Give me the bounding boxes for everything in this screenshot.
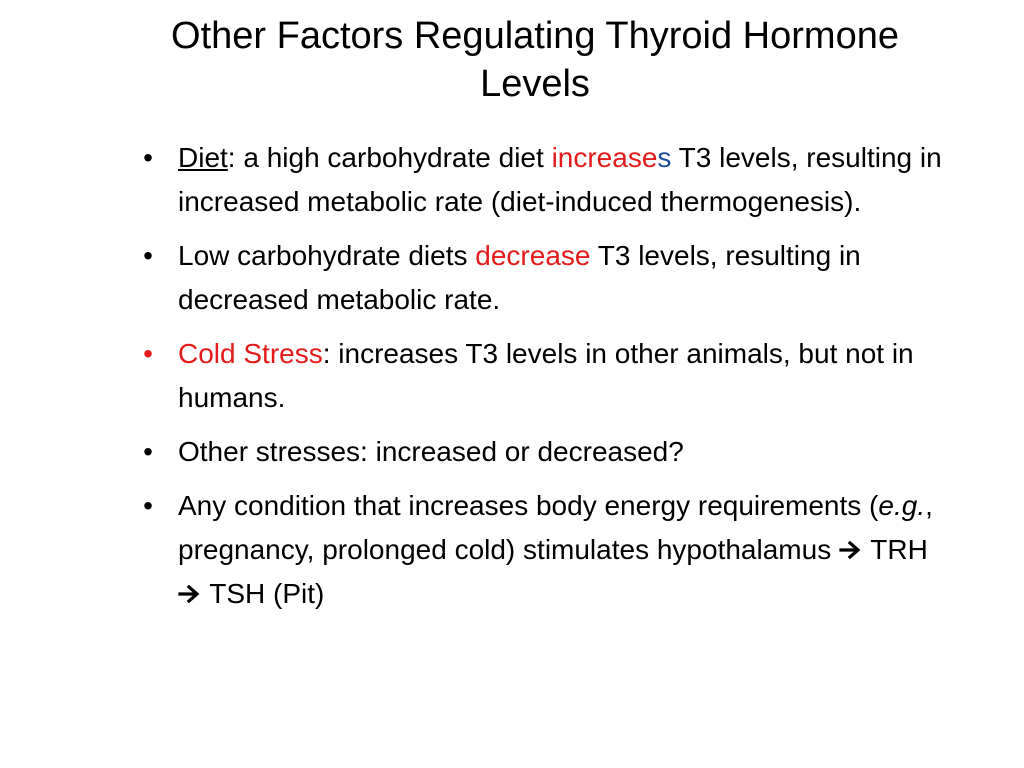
- tsh-text: TSH (Pit): [202, 578, 325, 609]
- slide-title: [110, 12, 960, 108]
- title-line-2: Levels: [480, 63, 590, 105]
- bullet-diet: [138, 136, 958, 224]
- bullet-text: Other stresses: increased or decreased?: [178, 436, 684, 467]
- bullet-text: , pregnancy, prolonged cold) stimulates hypothalamus: [178, 490, 933, 565]
- right-arrow-icon: [839, 539, 863, 561]
- highlight-s: s: [657, 142, 672, 173]
- italic-eg: e.g.: [878, 490, 926, 521]
- bullet-marker: •: [143, 142, 153, 173]
- bullet-text: : a high carbohydrate diet: [227, 142, 552, 173]
- trh-text: TRH: [862, 534, 928, 565]
- bullet-energy-requirements: [138, 484, 958, 616]
- bullet-text: T3 levels, resulting in decreased metabolic rate.: [178, 240, 861, 315]
- bullet-text: : increases T3 levels in other animals, but not in humans.: [178, 338, 914, 413]
- right-arrow-icon: [178, 583, 202, 605]
- bullet-other-stresses: [138, 430, 958, 474]
- bullet-cold-stress: [138, 332, 958, 420]
- bullet-marker: •: [143, 338, 153, 369]
- bullet-text: T3 levels, resulting in increased metabolic rate (diet-induced thermogenesis).: [178, 142, 942, 217]
- bullet-text: Low carbohydrate diets: [178, 240, 476, 271]
- title-line-1: Other Factors Regulating Thyroid Hormone: [171, 15, 899, 57]
- term-cold-stress: Cold Stress: [178, 338, 323, 369]
- highlight-decrease: decrease: [475, 240, 591, 271]
- bullet-text: Any condition that increases body energy requirements (: [178, 490, 879, 521]
- highlight-increase: increase: [551, 142, 658, 173]
- bullet-marker: •: [143, 240, 153, 271]
- bullet-marker: •: [143, 490, 153, 521]
- bullet-list: [138, 136, 958, 626]
- term-diet: Diet: [178, 142, 228, 173]
- bullet-marker: •: [143, 436, 153, 467]
- bullet-low-carb: [138, 234, 958, 322]
